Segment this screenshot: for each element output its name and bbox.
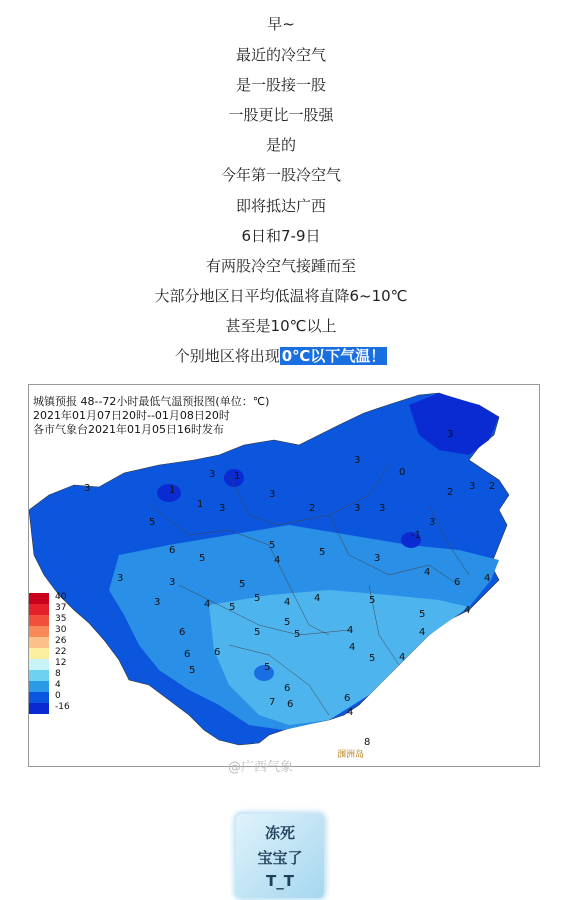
svg-text:4: 4 bbox=[419, 627, 426, 638]
svg-text:4: 4 bbox=[347, 625, 354, 636]
svg-text:3: 3 bbox=[469, 481, 476, 492]
legend-swatch bbox=[29, 659, 49, 670]
svg-text:5: 5 bbox=[239, 579, 246, 590]
svg-text:3: 3 bbox=[154, 597, 161, 608]
legend-swatch bbox=[29, 637, 49, 648]
svg-text:4: 4 bbox=[349, 642, 356, 653]
legend-swatch bbox=[29, 626, 49, 637]
svg-text:3: 3 bbox=[117, 573, 124, 584]
svg-text:6: 6 bbox=[284, 683, 291, 694]
legend-label: 22 bbox=[55, 647, 67, 657]
svg-text:5: 5 bbox=[319, 547, 326, 558]
legend-label: 0 bbox=[55, 691, 61, 701]
text-line: 最近的冷空气 bbox=[235, 46, 326, 64]
weibo-watermark: @广西气象 bbox=[228, 760, 294, 775]
sticker-line: T_T bbox=[266, 872, 294, 890]
svg-text:4: 4 bbox=[484, 573, 491, 584]
svg-text:3: 3 bbox=[447, 429, 454, 440]
map-graphic bbox=[29, 385, 539, 766]
svg-text:5: 5 bbox=[229, 602, 236, 613]
legend-swatch bbox=[29, 593, 49, 604]
text-line: 是一股接一股 bbox=[235, 76, 326, 94]
text-line: 早~ bbox=[267, 15, 295, 33]
legend-label: 8 bbox=[55, 669, 61, 679]
text-line: 今年第一股冷空气 bbox=[220, 166, 341, 184]
svg-text:1: 1 bbox=[169, 485, 176, 496]
svg-text:5: 5 bbox=[269, 540, 276, 551]
legend-label: 35 bbox=[55, 614, 67, 624]
svg-text:6: 6 bbox=[184, 649, 191, 660]
legend-label: 40 bbox=[55, 592, 67, 602]
svg-text:4: 4 bbox=[284, 597, 291, 608]
map-title-line: 各市气象台2021年01月05日16时发布 bbox=[33, 423, 224, 436]
legend-row bbox=[29, 703, 89, 714]
map-title bbox=[33, 395, 269, 437]
svg-text:4: 4 bbox=[464, 605, 471, 616]
svg-text:5: 5 bbox=[294, 629, 301, 640]
svg-text:5: 5 bbox=[254, 593, 261, 604]
svg-text:5: 5 bbox=[264, 662, 271, 673]
text-line: 一股更比一股强 bbox=[228, 106, 334, 124]
svg-text:1: 1 bbox=[197, 499, 204, 510]
svg-text:6: 6 bbox=[179, 627, 186, 638]
svg-text:2: 2 bbox=[447, 487, 454, 498]
svg-text:6: 6 bbox=[344, 693, 351, 704]
legend-label: 12 bbox=[55, 658, 67, 668]
svg-text:3: 3 bbox=[209, 469, 216, 480]
svg-text:3: 3 bbox=[354, 503, 361, 514]
svg-text:0: 0 bbox=[399, 467, 406, 478]
svg-text:7: 7 bbox=[269, 697, 276, 708]
svg-text:5: 5 bbox=[369, 653, 376, 664]
legend-swatch bbox=[29, 604, 49, 615]
svg-text:4: 4 bbox=[399, 652, 406, 663]
svg-text:3: 3 bbox=[84, 483, 91, 494]
frozen-sticker bbox=[234, 812, 326, 900]
svg-text:3: 3 bbox=[219, 503, 226, 514]
island-label: 涠洲岛 bbox=[337, 750, 365, 760]
svg-text:6: 6 bbox=[214, 647, 221, 658]
svg-text:4: 4 bbox=[424, 567, 431, 578]
svg-text:3: 3 bbox=[374, 553, 381, 564]
svg-text:6: 6 bbox=[454, 577, 461, 588]
legend-label: 4 bbox=[55, 680, 61, 690]
svg-text:-1: -1 bbox=[411, 530, 421, 541]
svg-text:5: 5 bbox=[284, 617, 291, 628]
svg-text:4: 4 bbox=[347, 707, 354, 718]
svg-text:3: 3 bbox=[354, 455, 361, 466]
svg-text:2: 2 bbox=[309, 503, 316, 514]
svg-text:4: 4 bbox=[204, 599, 211, 610]
svg-text:1: 1 bbox=[234, 471, 241, 482]
legend-label: 37 bbox=[55, 603, 67, 613]
svg-text:5: 5 bbox=[199, 553, 206, 564]
sticker-line: 冻死 bbox=[264, 824, 295, 842]
legend-label: 30 bbox=[55, 625, 67, 635]
legend-swatch bbox=[29, 703, 49, 714]
svg-text:4: 4 bbox=[274, 555, 281, 566]
svg-text:3: 3 bbox=[269, 489, 276, 500]
text-line-last bbox=[0, 346, 562, 366]
last-line-prefix: 个别地区将出现 bbox=[174, 347, 280, 365]
svg-text:5: 5 bbox=[149, 517, 156, 528]
legend-swatch bbox=[29, 670, 49, 681]
svg-text:3: 3 bbox=[379, 503, 386, 514]
map-title-line: 城镇预报 48--72小时最低气温预报图(单位：℃) bbox=[33, 395, 270, 408]
map-title-line: 2021年01月07日20时--01月08日20时 bbox=[33, 409, 230, 422]
temperature-map bbox=[28, 384, 540, 767]
svg-text:5: 5 bbox=[419, 609, 426, 620]
svg-text:6: 6 bbox=[169, 545, 176, 556]
svg-text:5: 5 bbox=[254, 627, 261, 638]
legend-swatch bbox=[29, 648, 49, 659]
legend-swatch bbox=[29, 615, 49, 626]
svg-text:4: 4 bbox=[314, 593, 321, 604]
svg-text:2: 2 bbox=[489, 481, 496, 492]
text-line: 有两股冷空气接踵而至 bbox=[205, 257, 356, 275]
text-line: 6日和7-9日 bbox=[241, 227, 321, 245]
svg-text:8: 8 bbox=[364, 737, 371, 748]
color-legend bbox=[29, 593, 89, 714]
svg-text:3: 3 bbox=[429, 517, 436, 528]
legend-label: 26 bbox=[55, 636, 67, 646]
text-line: 甚至是10℃以上 bbox=[225, 317, 337, 335]
highlight-text: 0℃以下气温！ bbox=[281, 347, 386, 365]
legend-swatch bbox=[29, 692, 49, 703]
svg-text:6: 6 bbox=[287, 699, 294, 710]
text-line: 即将抵达广西 bbox=[235, 197, 326, 215]
svg-text:5: 5 bbox=[369, 595, 376, 606]
svg-text:3: 3 bbox=[169, 577, 176, 588]
legend-label: -16 bbox=[55, 702, 70, 712]
legend-swatch bbox=[29, 681, 49, 692]
svg-text:5: 5 bbox=[189, 665, 196, 676]
text-line: 是的 bbox=[265, 136, 296, 154]
text-line: 大部分地区日平均低温将直降6~10℃ bbox=[154, 287, 408, 305]
sticker-line: 宝宝了 bbox=[257, 849, 303, 867]
